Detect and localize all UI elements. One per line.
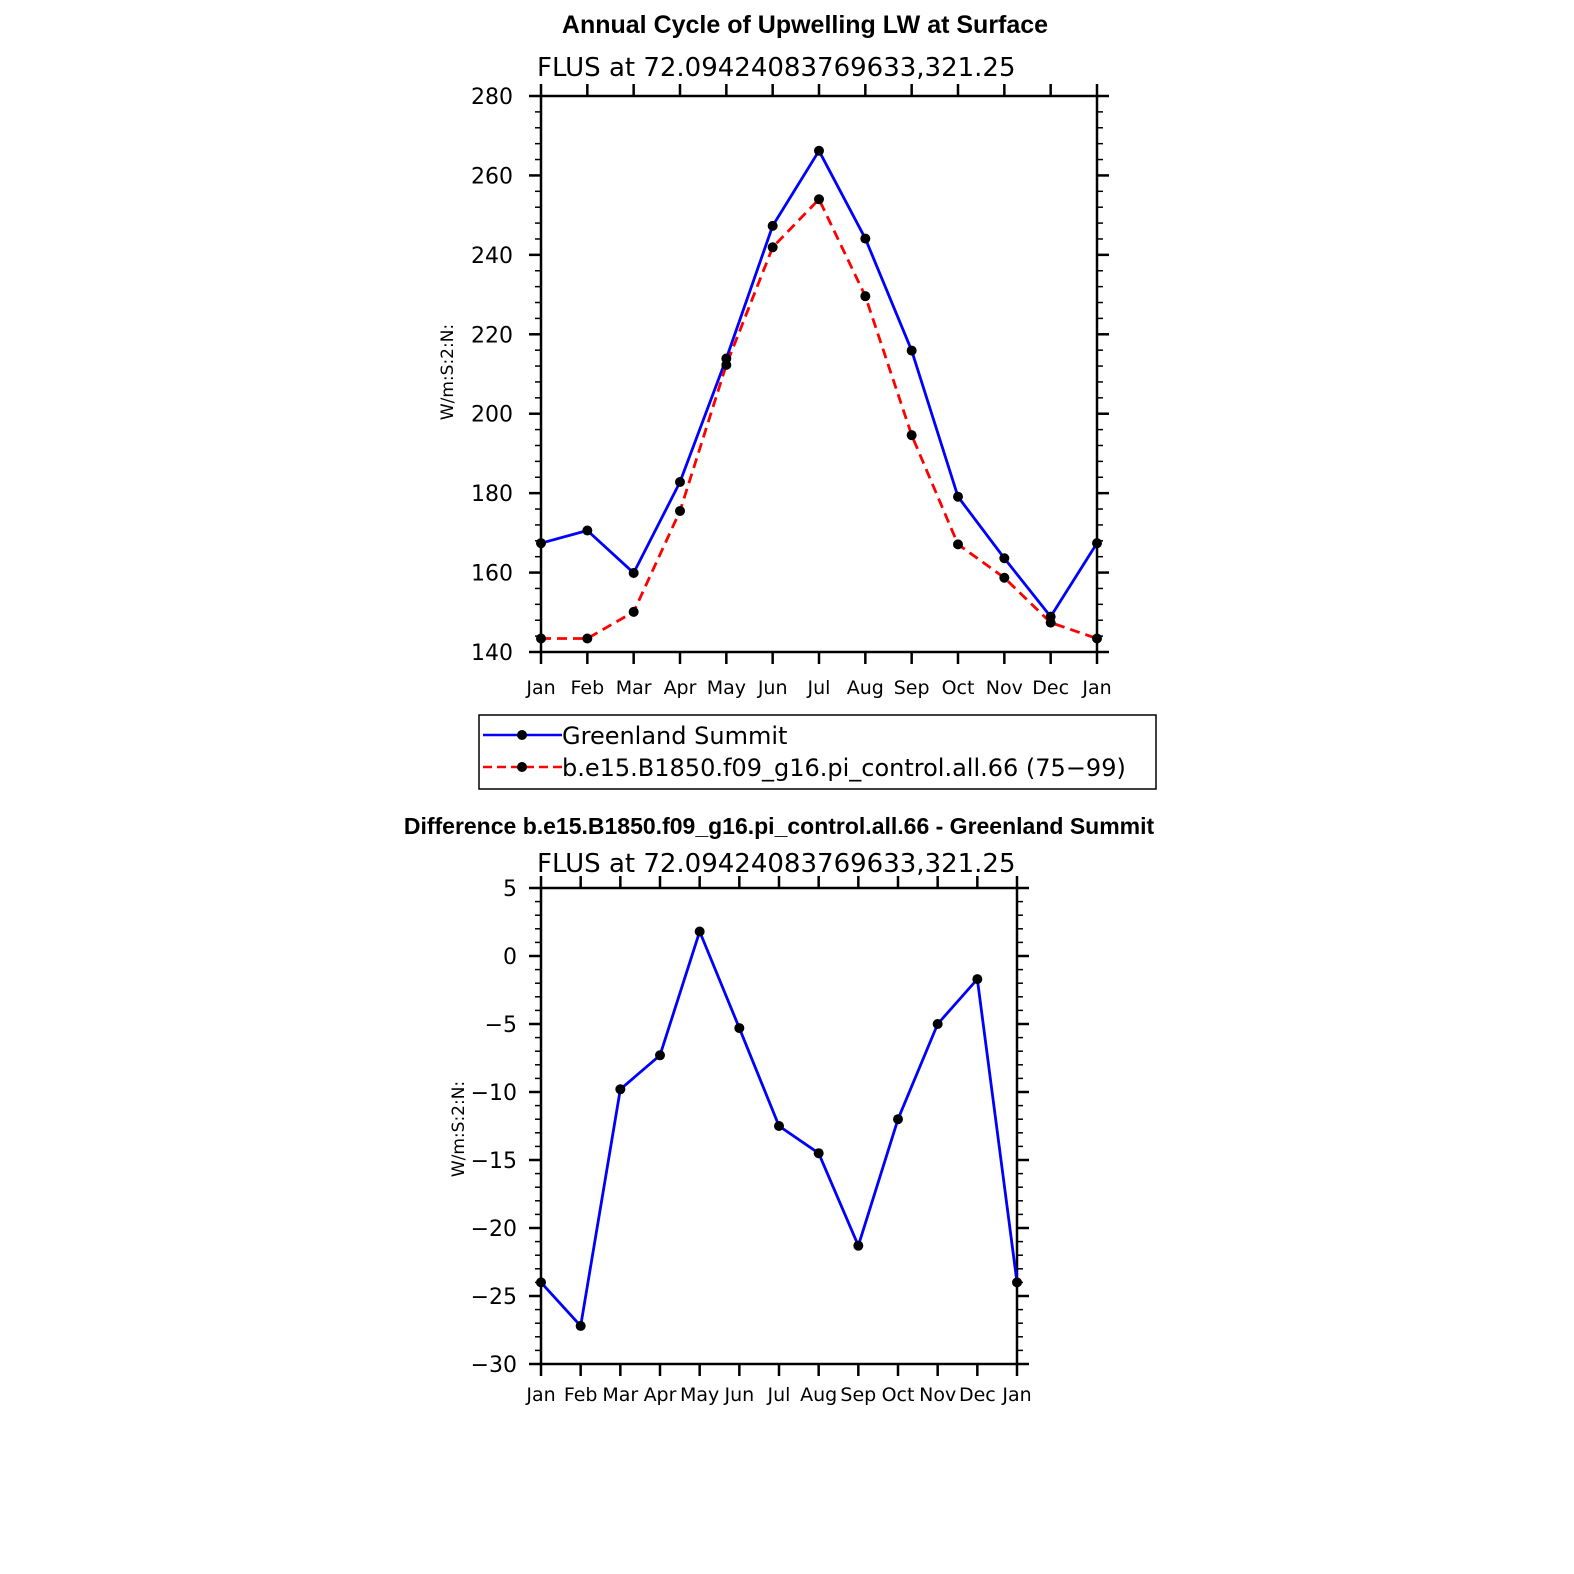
data-point-series-0 xyxy=(734,1023,744,1033)
y-tick-label: 160 xyxy=(471,561,513,587)
x-tick-label: Jul xyxy=(767,1384,791,1406)
x-tick-label: Jan xyxy=(1082,677,1112,699)
legend-label-model: b.e15.B1850.f09_g16.pi_control.all.66 (75−99) xyxy=(562,754,1126,782)
data-point-series-0 xyxy=(576,1321,586,1331)
x-tick-label: Oct xyxy=(881,1384,915,1406)
y-tick-label: −25 xyxy=(470,1285,517,1310)
x-tick-label: May xyxy=(680,1384,720,1406)
chart-1-ylabel: W/m:S:2:N: xyxy=(438,323,458,421)
legend-label-greenland-summit: Greenland Summit xyxy=(562,722,788,750)
legend-marker-model xyxy=(517,762,527,772)
data-point-series-0 xyxy=(814,146,824,156)
data-point-series-0 xyxy=(582,525,592,535)
data-point-series-1 xyxy=(1092,633,1102,643)
x-tick-label: Sep xyxy=(840,1384,877,1406)
data-point-series-0 xyxy=(536,538,546,548)
x-tick-label: Oct xyxy=(941,677,975,699)
data-point-series-0 xyxy=(860,234,870,244)
y-tick-label: −5 xyxy=(484,1013,517,1038)
chart-1-subtitle: FLUS at 72.09424083769633,321.25 xyxy=(537,53,1016,83)
data-point-series-0 xyxy=(629,568,639,578)
data-point-series-0 xyxy=(695,927,705,937)
data-point-series-0 xyxy=(893,1114,903,1124)
data-point-series-0 xyxy=(1092,538,1102,548)
legend-marker-greenland-summit xyxy=(517,730,527,740)
data-point-series-0 xyxy=(768,221,778,231)
data-point-series-1 xyxy=(582,633,592,643)
data-point-series-1 xyxy=(536,633,546,643)
data-point-series-1 xyxy=(721,360,731,370)
data-point-series-0 xyxy=(1012,1277,1022,1287)
x-tick-label: Dec xyxy=(958,1384,996,1406)
chart-2-title: Difference b.e15.B1850.f09_g16.pi_control.all.66 - Greenland Summit xyxy=(403,813,1155,839)
x-tick-label: Mar xyxy=(615,677,652,699)
data-point-series-0 xyxy=(933,1019,943,1029)
data-point-series-0 xyxy=(655,1050,665,1060)
x-tick-label: Feb xyxy=(570,677,605,699)
data-point-series-0 xyxy=(615,1084,625,1094)
x-tick-label: Feb xyxy=(563,1384,598,1406)
chart-2-plot-area xyxy=(471,876,1032,1406)
y-tick-label: 200 xyxy=(471,402,513,428)
chart-1-plot-area xyxy=(471,84,1112,699)
data-point-series-1 xyxy=(999,573,1009,583)
data-point-series-0 xyxy=(953,492,963,502)
data-point-series-1 xyxy=(907,430,917,440)
data-point-series-1 xyxy=(768,242,778,252)
data-point-series-1 xyxy=(860,291,870,301)
x-tick-label: Jan xyxy=(526,1384,556,1406)
y-tick-label: −30 xyxy=(470,1353,517,1378)
y-tick-label: 140 xyxy=(471,641,513,666)
y-tick-label: 5 xyxy=(503,877,517,902)
data-point-series-1 xyxy=(953,539,963,549)
x-tick-label: Apr xyxy=(663,677,697,699)
series-line-0 xyxy=(541,151,1097,617)
x-tick-label: Jan xyxy=(526,677,556,699)
x-tick-label: Jul xyxy=(807,677,831,699)
x-tick-label: Apr xyxy=(643,1384,677,1406)
data-point-series-1 xyxy=(675,506,685,516)
data-point-series-0 xyxy=(907,346,917,356)
chart-2-ylabel: W/m:S:2:N: xyxy=(449,1080,469,1178)
y-tick-label: 260 xyxy=(471,164,513,190)
x-tick-label: Aug xyxy=(800,1384,838,1406)
data-point-series-0 xyxy=(774,1121,784,1131)
y-tick-label: 180 xyxy=(471,482,513,508)
data-point-series-1 xyxy=(629,607,639,617)
y-tick-label: 0 xyxy=(503,945,517,970)
data-point-series-0 xyxy=(536,1277,546,1287)
x-tick-label: Dec xyxy=(1032,677,1070,699)
x-tick-label: Jun xyxy=(757,677,788,699)
x-tick-label: May xyxy=(706,677,746,699)
y-tick-label: 280 xyxy=(471,85,513,110)
y-tick-label: 220 xyxy=(471,323,513,349)
y-tick-label: −15 xyxy=(470,1149,517,1174)
x-tick-label: Jun xyxy=(724,1384,755,1406)
data-point-series-0 xyxy=(853,1241,863,1251)
y-tick-label: −20 xyxy=(470,1217,517,1242)
data-point-series-0 xyxy=(814,1148,824,1158)
x-tick-label: Jan xyxy=(1002,1384,1032,1406)
x-tick-label: Nov xyxy=(919,1384,957,1406)
x-tick-label: Nov xyxy=(985,677,1023,699)
chart-1-title: Annual Cycle of Upwelling LW at Surface xyxy=(561,11,1049,39)
data-point-series-1 xyxy=(1046,618,1056,628)
x-tick-label: Mar xyxy=(602,1384,639,1406)
series-line-1 xyxy=(541,199,1097,638)
data-point-series-0 xyxy=(972,974,982,984)
data-point-series-0 xyxy=(999,553,1009,563)
data-point-series-0 xyxy=(675,477,685,487)
y-tick-label: 240 xyxy=(471,243,513,269)
data-point-series-1 xyxy=(814,194,824,204)
x-tick-label: Aug xyxy=(846,677,884,699)
x-tick-label: Sep xyxy=(893,677,930,699)
chart-2-subtitle: FLUS at 72.09424083769633,321.25 xyxy=(537,849,1016,879)
y-tick-label: −10 xyxy=(470,1081,517,1106)
chart-1-legend xyxy=(479,715,1156,789)
